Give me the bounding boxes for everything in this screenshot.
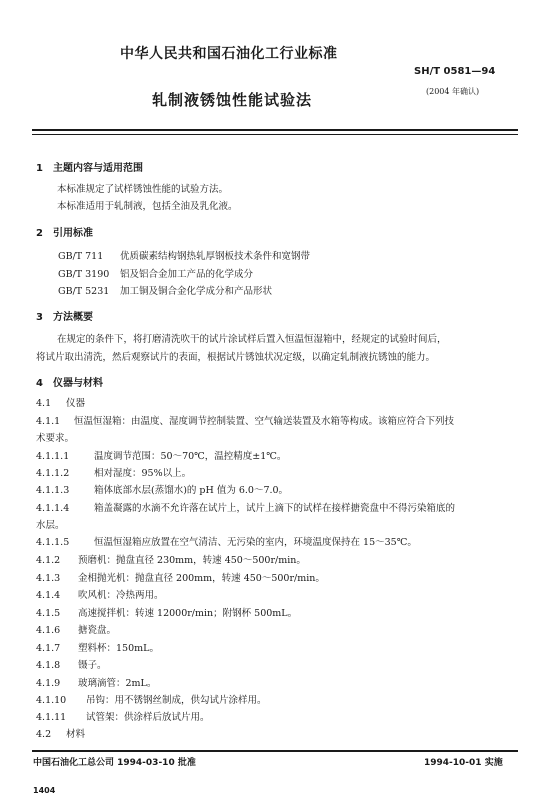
- clause-number: 4.1.1.5: [36, 537, 70, 548]
- clause-line: [36, 398, 85, 409]
- clause-number: 4.1.10: [36, 695, 67, 706]
- clause-number: 4.1.7: [36, 643, 61, 654]
- section-1-paragraph-2: 本标准适用于轧制液，包括全油及乳化液。: [57, 201, 238, 212]
- clause-text: 箱盖凝露的水滴不允许落在试片上，试片上滴下的试样在接样搪瓷盘中不得污染箱底的: [94, 503, 456, 514]
- header-rule-thin: [32, 134, 518, 135]
- document-title: 轧制液锈蚀性能试验法: [152, 91, 313, 109]
- clause-line: [36, 451, 286, 462]
- reference-title: 铝及铝合金加工产品的化学成分: [120, 269, 254, 280]
- clause-number: 4.1.1.1: [36, 451, 70, 462]
- clause-line: [36, 695, 267, 706]
- confirmation-note: (2004 年确认): [426, 87, 480, 96]
- reference-item: [58, 251, 310, 262]
- clause-line: [36, 555, 306, 566]
- section-2-heading: 2 引用标准: [36, 228, 93, 239]
- clause-line: [36, 625, 116, 636]
- clause-line: [36, 468, 191, 479]
- clause-text: 预磨机：抛盘直径 230mm，转速 450～500r/min。: [78, 555, 306, 566]
- standard-title: 中华人民共和国石油化工行业标准: [120, 46, 338, 62]
- clause-text: 高速搅拌机：转速 12000r/min；附钢杯 500mL。: [78, 608, 298, 619]
- approval-line: 中国石油化工总公司 1994-03-10 批准: [33, 758, 196, 768]
- clause-line: [36, 537, 417, 548]
- reference-code: GB/T 5231: [58, 286, 110, 297]
- clause-number: 4.1.9: [36, 678, 61, 689]
- clause-text: 温度调节范围：50～70℃，温控精度±1℃。: [94, 451, 287, 462]
- clause-number: 4.1.6: [36, 625, 61, 636]
- section-3-paragraph-line-2: 将试片取出清洗，然后观察试片的表面，根据试片锈蚀状况定级，以确定轧制液抗锈蚀的能力。: [36, 352, 436, 363]
- clause-number: 4.1.11: [36, 712, 67, 723]
- clause-continuation: [36, 520, 65, 531]
- reference-item: [58, 269, 253, 280]
- clause-line: [36, 712, 210, 723]
- reference-item: [58, 286, 272, 297]
- clause-text: 恒温恒湿箱应放置在空气清洁、无污染的室内，环境温度保持在 15～35℃。: [94, 537, 417, 548]
- clause-text: 术要求。: [36, 433, 75, 444]
- reference-code: GB/T 711: [58, 251, 104, 262]
- clause-number: 4.1.2: [36, 555, 61, 566]
- clause-text: 材料: [66, 729, 86, 740]
- clause-number: 4.1.1.2: [36, 468, 70, 479]
- section-4-heading: 4 仪器与材料: [36, 378, 103, 389]
- section-3-heading: 3 方法概要: [36, 312, 93, 323]
- footer-rule: [32, 750, 518, 752]
- clause-text: 箱体底部水层(蒸馏水)的 pH 值为 6.0～7.0。: [94, 485, 289, 496]
- reference-title: 优质碳素结构钢热轧厚钢板技术条件和宽钢带: [120, 251, 311, 262]
- clause-text: 塑料杯：150mL。: [78, 643, 159, 654]
- clause-line: [36, 573, 325, 584]
- clause-number: 4.1.3: [36, 573, 61, 584]
- clause-text: 恒温恒湿箱：由温度、湿度调节控制装置、空气输送装置及水箱等构成。该箱应符合下列技: [74, 416, 455, 427]
- clause-line: [36, 608, 297, 619]
- page-number: 1404: [33, 786, 56, 795]
- clause-text: 吊钩：用不锈钢丝制成，供勾试片涂样用。: [86, 695, 267, 706]
- clause-line: [36, 729, 85, 740]
- clause-text: 吹风机：冷热两用。: [78, 590, 164, 601]
- header-rule-thick: [32, 129, 518, 131]
- clause-text: 金相抛光机：抛盘直径 200mm，转速 450～500r/min。: [78, 573, 325, 584]
- standard-number: SH/T 0581—94: [414, 66, 496, 77]
- implementation-date: 1994-10-01 实施: [424, 758, 503, 768]
- clause-number: 4.1.8: [36, 660, 61, 671]
- clause-number: 4.1.1: [36, 416, 61, 427]
- clause-number: 4.1: [36, 398, 52, 409]
- clause-line: [36, 590, 164, 601]
- clause-number: 4.1.4: [36, 590, 61, 601]
- clause-text: 镊子。: [78, 660, 107, 671]
- reference-title: 加工铜及铜合金化学成分和产品形状: [120, 286, 273, 297]
- clause-line: [36, 678, 156, 689]
- clause-number: 4.1.5: [36, 608, 61, 619]
- clause-number: 4.1.1.3: [36, 485, 70, 496]
- clause-text: 水层。: [36, 520, 65, 531]
- section-1-heading: 1 主题内容与适用范围: [36, 163, 143, 174]
- clause-number: 4.1.1.4: [36, 503, 70, 514]
- clause-line: [36, 485, 288, 496]
- reference-code: GB/T 3190: [58, 269, 110, 280]
- clause-text: 玻璃滴管：2mL。: [78, 678, 157, 689]
- section-1-paragraph-1: 本标准规定了试样锈蚀性能的试验方法。: [57, 184, 229, 195]
- clause-text: 仪器: [66, 398, 86, 409]
- section-3-paragraph-line-1: 在规定的条件下，将打磨清洗吹干的试片涂试样后置入恒温恒湿箱中，经规定的试验时间后，: [57, 334, 447, 345]
- clause-text: 相对湿度：95%以上。: [94, 468, 192, 479]
- clause-number: 4.2: [36, 729, 52, 740]
- clause-line: [36, 660, 107, 671]
- clause-text: 试管架：供涂样后放试片用。: [86, 712, 210, 723]
- clause-continuation: [36, 433, 74, 444]
- clause-line: [36, 416, 454, 427]
- clause-line: [36, 503, 455, 514]
- clause-line: [36, 643, 159, 654]
- clause-text: 搪瓷盘。: [78, 625, 117, 636]
